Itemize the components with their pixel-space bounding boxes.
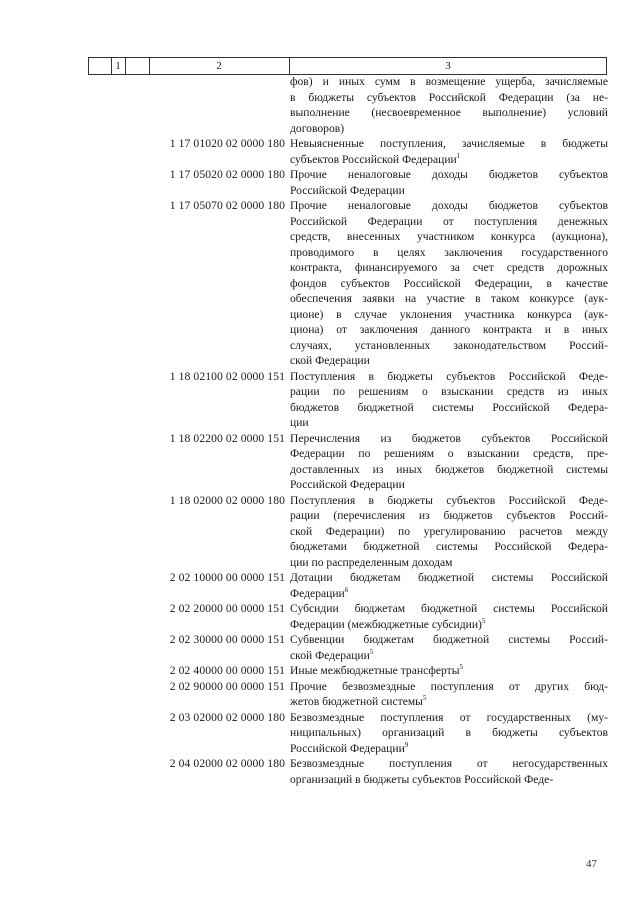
table-row [0, 431, 640, 493]
income-name-line [290, 338, 608, 354]
table-row [0, 632, 640, 663]
table-row [0, 756, 640, 787]
income-name [290, 601, 608, 632]
income-name-text: в бюджеты субъектов Российской Федерации (за не- [290, 90, 608, 104]
income-name-line [290, 322, 608, 338]
income-name-text: ниципальных) организаций в бюджеты субъектов [290, 726, 608, 739]
income-name-text: Субвенции бюджетам бюджетной системы Россий- [290, 633, 608, 646]
footnote-marker: 5 [459, 663, 464, 672]
income-name-text: ской Федерации) по урегулированию расчетов между [290, 524, 608, 538]
income-name-text: циона) от заключения данного контракта и в иных [290, 323, 608, 336]
income-name-line [290, 663, 608, 679]
income-name-line [290, 725, 608, 741]
income-name-line [290, 74, 608, 90]
income-name-text: Российской Федерации [290, 183, 405, 197]
income-name-line [290, 648, 608, 664]
income-name-text: Российской Федерации от поступления денежных [290, 214, 608, 228]
table-row [0, 570, 640, 601]
income-name [290, 198, 608, 369]
table-row [0, 167, 640, 198]
budget-code: 2 02 40000 00 0000 151 [169, 664, 285, 677]
income-name-line [290, 291, 608, 307]
income-name [290, 136, 608, 167]
income-name-text: Федерации по решениям о взыскании средств, пре- [290, 447, 608, 460]
income-name-line [290, 477, 608, 493]
income-name-text: случаях, установленных законодательством Россий- [290, 338, 608, 352]
budget-code: 1 17 01020 02 0000 180 [169, 137, 285, 150]
table-row [0, 663, 640, 679]
income-name-text: Поступления в бюджеты субъектов Российской Феде- [290, 369, 608, 383]
footnote-marker: 1 [456, 151, 461, 160]
income-name-line [290, 710, 608, 726]
table-body [0, 74, 640, 787]
header-col-3: 3 [445, 60, 451, 72]
budget-code: 1 18 02000 02 0000 180 [169, 493, 285, 507]
income-name-line [290, 369, 608, 385]
header-col-1: 1 [115, 60, 121, 72]
income-name-line [290, 136, 608, 152]
income-name-line [290, 772, 608, 788]
table-row [0, 493, 640, 571]
income-name-line [290, 539, 608, 555]
income-name-line [290, 214, 608, 230]
income-name-text: субъектов Российской Федерации [290, 152, 457, 166]
income-name-text: Федерации (межбюджетные субсидии) [290, 617, 482, 631]
income-name-text: Субсидии бюджетам бюджетной системы Российской [290, 602, 608, 615]
income-name-text: обеспечения заявки на участие в таком конкурсе (аук- [290, 292, 608, 305]
table-row [0, 369, 640, 431]
income-name [290, 679, 608, 710]
income-name [290, 369, 608, 431]
header-divider [125, 57, 126, 75]
income-name-line [290, 307, 608, 323]
income-name-text: фондов субъектов Российской Федерации, в качестве [290, 276, 608, 290]
footnote-marker: 5 [481, 616, 486, 625]
income-name-line [290, 586, 608, 602]
income-name-line [290, 121, 608, 137]
budget-code: 1 17 05070 02 0000 180 [169, 199, 285, 212]
table-row [0, 74, 640, 136]
income-name [290, 632, 608, 663]
income-name-text: бюджетами бюджетной системы Российской Федера- [290, 540, 608, 553]
budget-code: 1 18 02200 02 0000 151 [169, 431, 285, 445]
income-name [290, 431, 608, 493]
budget-code: 2 03 02000 02 0000 180 [169, 710, 285, 724]
table-row [0, 679, 640, 710]
budget-code: 2 02 20000 00 0000 151 [169, 602, 285, 615]
footnote-marker: 9 [404, 740, 409, 749]
income-name-text: рации (перечисления из бюджетов субъектов Россий- [290, 509, 608, 522]
table-row [0, 601, 640, 632]
budget-code: 1 17 05020 02 0000 180 [169, 168, 285, 181]
income-name-text: ции по распределенным доходам [290, 555, 453, 569]
table-row [0, 710, 640, 757]
income-name-text: Прочие неналоговые доходы бюджетов субъектов [290, 199, 608, 212]
income-name-text: средств, внесенных участником конкурса (аукциона), [290, 230, 608, 243]
income-name-text: Дотации бюджетам бюджетной системы Российской [290, 571, 608, 584]
income-name-text: фов) и иных сумм в возмещение ущерба, зачисляемые [290, 75, 608, 88]
income-name-line [290, 508, 608, 524]
income-name-line [290, 632, 608, 648]
income-name-text: Перечисления из бюджетов субъектов Российской [290, 431, 608, 445]
income-name-text: контракта, финансируемого за счет средств дорожных [290, 261, 608, 274]
income-name [290, 570, 608, 601]
income-name-line [290, 756, 608, 772]
footnote-marker: 5 [422, 694, 427, 703]
header-divider [88, 57, 89, 75]
income-name-line [290, 415, 608, 431]
page-number: 47 [586, 858, 597, 870]
income-name-text: Российской Федерации [290, 478, 405, 491]
income-name-text: доставленных из иных бюджетов бюджетной системы [290, 462, 608, 476]
income-name-text: договоров) [290, 121, 345, 135]
income-name-text: Поступления в бюджеты субъектов Российской Феде- [290, 493, 608, 507]
budget-code: 2 04 02000 02 0000 180 [169, 757, 285, 770]
income-name-line [290, 617, 608, 633]
income-name-line [290, 431, 608, 447]
income-name-line [290, 245, 608, 261]
table-header [88, 57, 607, 75]
income-name [290, 493, 608, 571]
income-name-text: выполнение (несвоевременное выполнение) условий [290, 106, 608, 119]
income-name-text: рации по решениям о взыскании средств из иных [290, 385, 608, 398]
income-name-text: проводимого в целях заключения государственного [290, 245, 608, 259]
income-name-text: Безвозмездные поступления от государственных (му- [290, 710, 608, 724]
income-name-line [290, 276, 608, 292]
income-name-line [290, 90, 608, 106]
income-name-text: Российской Федерации [290, 741, 405, 755]
income-name-line [290, 400, 608, 416]
income-name [290, 167, 608, 198]
income-name-text: Безвозмездные поступления от негосударственных [290, 757, 608, 770]
income-name-text: ционе) в случае уклонения участника конкурса (аук- [290, 307, 608, 321]
income-name-line [290, 198, 608, 214]
income-name-text: организаций в бюджеты субъектов Российской Феде- [290, 772, 554, 786]
footnote-marker: 5 [369, 647, 374, 656]
budget-code: 2 02 90000 00 0000 151 [169, 679, 285, 693]
budget-code: 2 02 10000 00 0000 151 [169, 571, 285, 584]
table-row [0, 198, 640, 369]
income-name-line [290, 353, 608, 369]
income-name-text: Иные межбюджетные трансферты [290, 664, 460, 677]
income-name-text: ской Федерации [290, 354, 370, 367]
header-col-2: 2 [216, 60, 222, 72]
budget-code: 1 18 02100 02 0000 151 [169, 369, 285, 383]
income-name [290, 74, 608, 136]
income-name-text: бюджетов бюджетной системы Российской Федера- [290, 400, 608, 414]
income-name-line [290, 679, 608, 695]
income-name-line [290, 384, 608, 400]
income-name-line [290, 694, 608, 710]
income-name-line [290, 183, 608, 199]
income-name-line [290, 741, 608, 757]
table-row [0, 136, 640, 167]
income-name-text: жетов бюджетной системы [290, 695, 423, 708]
income-name [290, 710, 608, 757]
income-name-line [290, 524, 608, 540]
income-name-line [290, 105, 608, 121]
income-name-line [290, 570, 608, 586]
income-name-text: Федерации [290, 586, 345, 600]
income-name-text: ской Федерации [290, 648, 370, 662]
income-name-text: Невыясненные поступления, зачисляемые в бюджеты [290, 137, 608, 150]
income-name-line [290, 555, 608, 571]
income-name-line [290, 446, 608, 462]
budget-code: 2 02 30000 00 0000 151 [169, 633, 285, 646]
income-name-line [290, 462, 608, 478]
income-name-text: Прочие неналоговые доходы бюджетов субъектов [290, 168, 608, 181]
income-name-line [290, 493, 608, 509]
income-name-line [290, 260, 608, 276]
income-name-line [290, 167, 608, 183]
income-name-line [290, 601, 608, 617]
income-name-line [290, 152, 608, 168]
income-name-line [290, 229, 608, 245]
footnote-marker: 6 [344, 585, 349, 594]
income-name [290, 756, 608, 787]
income-name [290, 663, 608, 679]
income-name-text: ции [290, 416, 309, 429]
income-name-text: Прочие безвозмездные поступления от других бюд- [290, 679, 608, 693]
